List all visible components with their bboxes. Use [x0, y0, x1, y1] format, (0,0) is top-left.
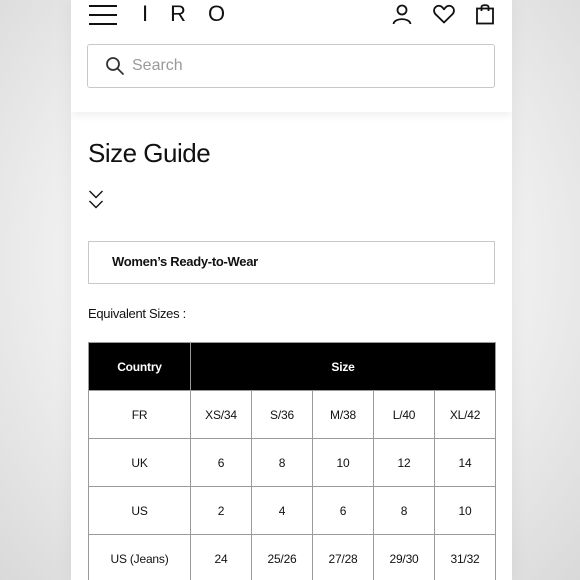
size-cell: 27/28 — [313, 535, 374, 580]
table-row — [89, 487, 496, 535]
size-cell: 12 — [374, 439, 435, 487]
hamburger-menu-icon[interactable] — [89, 4, 117, 26]
shopping-bag-icon[interactable] — [473, 2, 497, 26]
size-cell: S/36 — [252, 391, 313, 439]
search-box[interactable] — [87, 44, 495, 88]
site-header — [71, 0, 512, 112]
size-cell: M/38 — [313, 391, 374, 439]
size-cell: 8 — [252, 439, 313, 487]
country-cell: UK — [89, 439, 191, 487]
page-container — [71, 0, 512, 580]
heart-icon[interactable] — [432, 2, 456, 26]
user-icon[interactable] — [390, 2, 414, 26]
size-cell: XS/34 — [191, 391, 252, 439]
search-input[interactable] — [132, 53, 472, 79]
column-header-size: Size — [191, 343, 496, 391]
size-cell: 25/26 — [252, 535, 313, 580]
category-select-value: Women’s Ready-to-Wear — [112, 254, 258, 269]
size-cell: 6 — [313, 487, 374, 535]
country-cell: US — [89, 487, 191, 535]
size-cell: 6 — [191, 439, 252, 487]
size-cell: 31/32 — [435, 535, 496, 580]
size-cell: 14 — [435, 439, 496, 487]
country-cell: US (Jeans) — [89, 535, 191, 580]
brand-logo[interactable]: IRO — [142, 1, 248, 26]
size-cell: 10 — [435, 487, 496, 535]
country-cell: FR — [89, 391, 191, 439]
size-cell: L/40 — [374, 391, 435, 439]
size-cell: 29/30 — [374, 535, 435, 580]
category-select[interactable] — [88, 241, 495, 284]
table-row — [89, 439, 496, 487]
table-row — [89, 535, 496, 580]
equivalent-sizes-label: Equivalent Sizes : — [88, 306, 186, 321]
size-cell: 2 — [191, 487, 252, 535]
table-header-row — [89, 343, 496, 391]
size-cell: 8 — [374, 487, 435, 535]
size-cell: XL/42 — [435, 391, 496, 439]
size-table — [88, 342, 496, 580]
size-cell: 24 — [191, 535, 252, 580]
page-title: Size Guide — [88, 138, 211, 168]
table-row — [89, 391, 496, 439]
size-cell: 4 — [252, 487, 313, 535]
search-icon — [105, 56, 125, 76]
double-chevron-down-icon[interactable] — [88, 188, 104, 212]
column-header-country: Country — [89, 343, 191, 391]
size-cell: 10 — [313, 439, 374, 487]
